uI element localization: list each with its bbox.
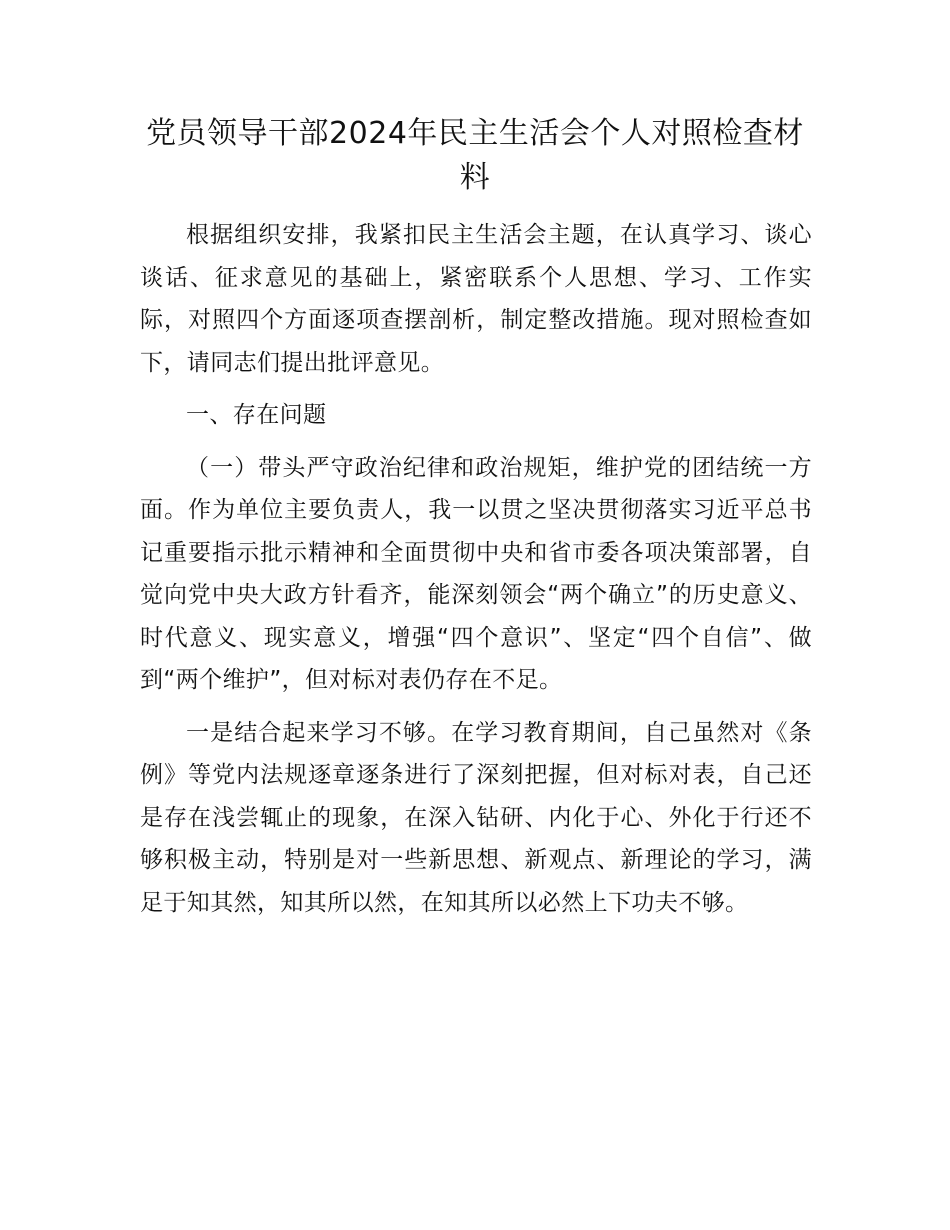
intro-paragraph: 根据组织安排，我紧扣民主生活会主题，在认真学习、谈心谈话、征求意见的基础上，紧密联系个人思想、学习、工作实际，对照四个方面逐项查摆剖析，制定整改措施。现对照检查如下，请同志们提出批评意见。: [140, 222, 812, 376]
subsection-political-discipline: （一）带头严守政治纪律和政治规矩，维护党的团结统一方面。作为单位主要负责人，我一以贯之坚决贯彻落实习近平总书记重要指示批示精神和全面贯彻中央和省市委各项决策部署，自觉向党中央大政方针看齐，能深刻领会“两个确立”的历史意义、时代意义、现实意义，增强“四个意识”、坚定“四个自信”、做到“两个维护”，但对标对表仍存在不足。: [140, 454, 812, 693]
section-heading-problems: 一、存在问题: [186, 402, 327, 428]
point-one-paragraph: 一是结合起来学习不够。在学习教育期间，自己虽然对《条例》等党内法规逐章逐条进行了深刻把握，但对标对表，自己还是存在浅尝辄止的现象，在深入钻研、内化于心、外化于行还不够积极主动，特别是对一些新思想、新观点、新理论的学习，满足于知其然，知其所以然，在知其所以必然上下功夫不够。: [140, 719, 812, 916]
document-title: 党员领导干部2024年民主生活会个人对照检查材料: [146, 116, 804, 195]
document-body: [140, 214, 812, 934]
